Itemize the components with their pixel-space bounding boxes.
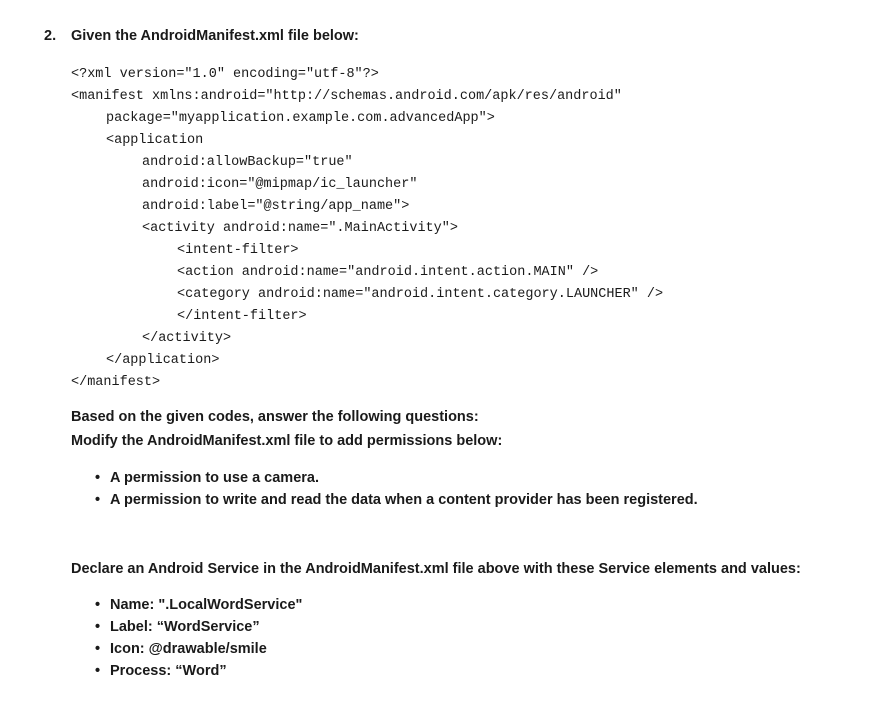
- code-line-application-open: <application: [106, 133, 204, 148]
- code-line-activity-close: </activity>: [142, 331, 232, 346]
- bullet-icon: •: [95, 597, 101, 613]
- code-line-label: android:label="@string/app_name">: [142, 199, 410, 214]
- service-icon: Icon: @drawable/smile: [110, 641, 267, 657]
- bullet-icon: •: [95, 641, 101, 657]
- service-name: Name: ".LocalWordService": [110, 597, 303, 613]
- permission-camera: A permission to use a camera.: [110, 470, 319, 486]
- code-line-package: package="myapplication.example.com.advancedApp">: [106, 111, 495, 126]
- question-number: 2.: [44, 28, 57, 44]
- code-line-icon: android:icon="@mipmap/ic_launcher": [142, 177, 418, 192]
- code-line-activity-open: <activity android:name=".MainActivity">: [142, 221, 458, 236]
- instruction-based-on-codes: Based on the given codes, answer the following questions:: [71, 409, 479, 425]
- code-line-action: <action android:name="android.intent.action.MAIN" />: [177, 265, 599, 280]
- code-line-application-close: </application>: [106, 353, 220, 368]
- bullet-icon: •: [95, 663, 101, 679]
- code-line-manifest-close: </manifest>: [71, 375, 161, 390]
- code-line-intent-filter-open: <intent-filter>: [177, 243, 299, 258]
- bullet-icon: •: [95, 492, 101, 508]
- service-label: Label: “WordService”: [110, 619, 260, 635]
- instruction-modify-manifest: Modify the AndroidManifest.xml file to add permissions below:: [71, 433, 503, 449]
- code-line-category: <category android:name="android.intent.category.LAUNCHER" />: [177, 287, 664, 302]
- permission-content-provider: A permission to write and read the data when a content provider has been registered.: [110, 492, 698, 508]
- code-line-intent-filter-close: </intent-filter>: [177, 309, 307, 324]
- question-title: Given the AndroidManifest.xml file below:: [71, 28, 359, 44]
- code-line-xml-decl: <?xml version="1.0" encoding="utf-8"?>: [71, 67, 379, 82]
- code-line-allow-backup: android:allowBackup="true": [142, 155, 353, 170]
- service-process: Process: “Word”: [110, 663, 227, 679]
- instruction-declare-service: Declare an Android Service in the AndroidManifest.xml file above with these Service elements and values:: [71, 561, 801, 577]
- bullet-icon: •: [95, 470, 101, 486]
- code-line-manifest-open: <manifest xmlns:android="http://schemas.android.com/apk/res/android": [71, 89, 622, 104]
- bullet-icon: •: [95, 619, 101, 635]
